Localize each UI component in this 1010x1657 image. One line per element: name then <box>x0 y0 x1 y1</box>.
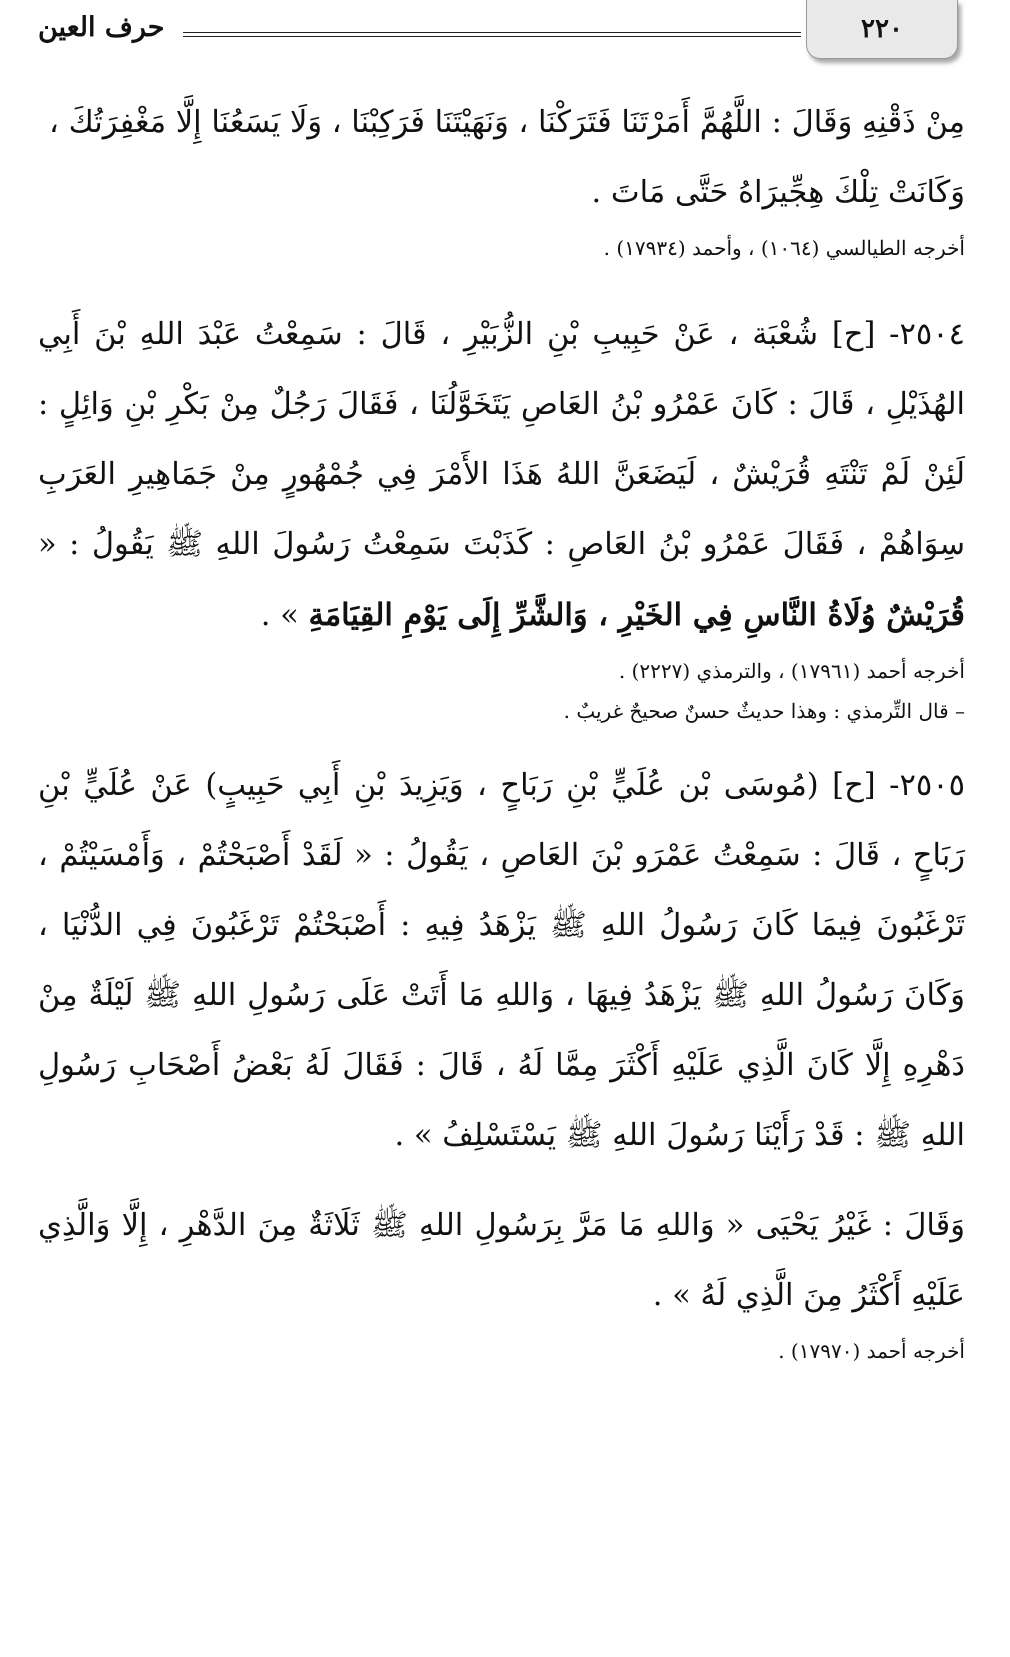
takhrij-note: أخرجه أحمد (١٧٩٦١) ، والترمذي (٢٢٢٧) . <box>618 659 965 683</box>
hadith-text-end: » . <box>260 598 299 633</box>
spacer <box>38 268 965 300</box>
grading-note: – قال التِّرمذي : وهذا حديثٌ حسنٌ صحيحٌ غريبٌ . <box>563 699 965 723</box>
takhrij-note: أخرجه أحمد (١٧٩٧٠) . <box>778 1339 965 1363</box>
hadith-matn-bold: قُرَيْشٌ وُلَاةُ النَّاسِ فِي الخَيْرِ ، وَالشَّرِّ إِلَى يَوْمِ القِيَامَةِ <box>308 597 965 633</box>
page-header <box>0 0 1010 80</box>
paragraph-continuation <box>38 88 965 228</box>
hadith-2504 <box>38 300 965 651</box>
spacer <box>38 731 965 751</box>
page-number: ٢٢٠ <box>861 14 903 44</box>
hadith-2505: ٢٥٠٥- [ح] (مُوسَى بْن عُلَيٍّ بْنِ رَبَاحٍ ، وَيَزِيدَ بْنِ أَبِي حَبِيبٍ) عَنْ عُلَيٍّ بْنِ رَبَاحٍ ، قَالَ : سَمِعْتُ عَمْرَو بْنَ العَاصِ ، يَقُولُ : « لَقَدْ أَصْبَحْتُمْ ، وَأَمْسَيْتُمْ ، تَرْغَبُونَ فِيمَا كَانَ رَسُولُ اللهِ ﷺ يَزْهَدُ فِيهِ : أَصْبَحْتُمْ تَرْغَبُونَ فِي الدُّنْيَا ، وَكَانَ رَسُولُ اللهِ ﷺ يَزْهَدُ فِيهَا ، وَاللهِ مَا أَتَتْ عَلَى رَسُولِ اللهِ ﷺ لَيْلَةٌ مِنْ دَهْرِهِ إِلَّا كَانَ الَّذِي عَلَيْهِ أَكْثَرَ مِمَّا لَهُ ، قَالَ : فَقَالَ لَهُ بَعْضُ أَصْحَابِ رَسُولِ اللهِ ﷺ : قَدْ رَأَيْنَا رَسُولَ اللهِ ﷺ يَسْتَسْلِفُ » . <box>38 768 965 1153</box>
spacer <box>38 1171 965 1191</box>
hadith-2505-variant: وَقَالَ : غَيْرُ يَحْيَى « وَاللهِ مَا مَرَّ بِرَسُولِ اللهِ ﷺ ثَلَاثَةٌ مِنَ الدَّهْرِ ، إِلَّا وَالَّذِي عَلَيْهِ أَكْثَرُ مِنَ الَّذِي لَهُ » . <box>38 1208 965 1313</box>
header-double-rule <box>183 32 801 37</box>
text-line: وَكَانَتْ تِلْكَ هِجِّيرَاهُ حَتَّى مَاتَ . <box>591 175 965 210</box>
page-content <box>38 88 965 1371</box>
text-line: مِنْ ذَقْنِهِ وَقَالَ : اللَّهُمَّ أَمَرْتَنَا فَتَرَكْنَا ، وَنَهَيْتَنَا فَرَكِبْنَا ، وَلَا يَسَعُنَا إِلَّا مَغْفِرَتُكَ ، <box>49 105 965 140</box>
page-number-tab <box>806 0 958 59</box>
takhrij-note: أخرجه الطيالسي (١٠٦٤) ، وأحمد (١٧٩٣٤) . <box>603 236 965 260</box>
chapter-title: حرف العين <box>38 12 165 43</box>
hadith-text: ٢٥٠٤- [ح] شُعْبَة ، عَنْ حَبِيبِ بْنِ الزُّبَيْرِ ، قَالَ : سَمِعْتُ عَبْدَ اللهِ بْنَ أَبِي الهُذَيْلِ ، قَالَ : كَانَ عَمْرُو بْنُ العَاصِ يَتَخَوَّلُنَا ، فَقَالَ رَجُلٌ مِنْ بَكْرِ بْنِ وَائِلٍ : لَئِنْ لَمْ تَنْتَهِ قُرَيْشٌ ، لَيَضَعَنَّ اللهُ هَذَا الأَمْرَ فِي جُمْهُورٍ مِنْ جَمَاهِيرِ العَرَبِ سِوَاهُمْ ، فَقَالَ عَمْرُو بْنُ العَاصِ : كَذَبْتَ سَمِعْتُ رَسُولَ اللهِ ﷺ يَقُولُ : « <box>38 317 965 562</box>
